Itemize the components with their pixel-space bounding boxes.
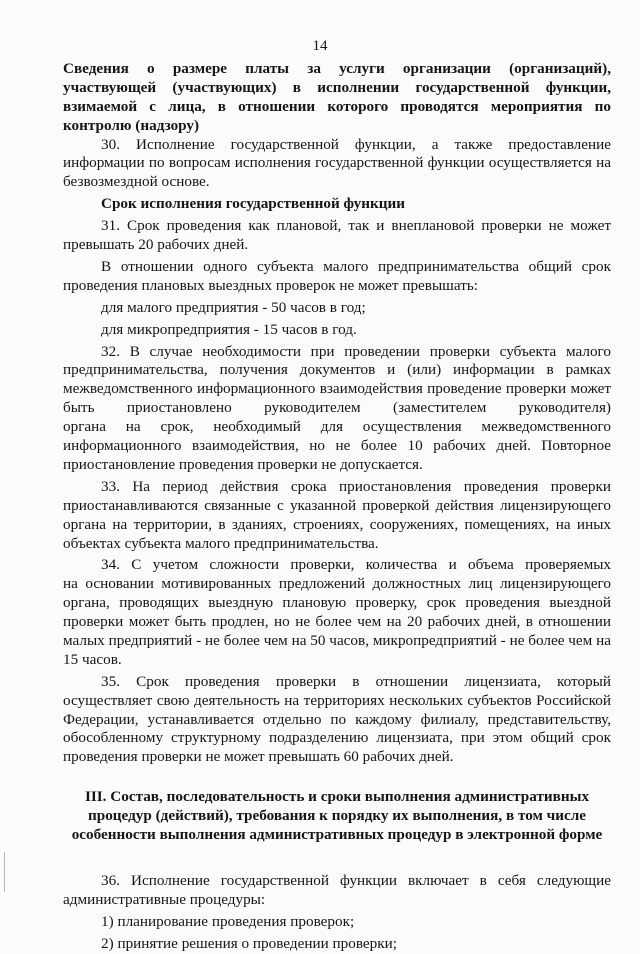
paragraph-line: органа, проводящих выездную плановую проверку, срок проведения выездной bbox=[63, 594, 611, 612]
paragraph-line: предпринимательства, получения документов и (или) информации в рамках bbox=[63, 361, 611, 379]
paragraph-line: административные процедуры: bbox=[63, 890, 266, 908]
paragraph-31 bbox=[63, 217, 611, 255]
paragraph-line: 30. Исполнение государственной функции, а также предоставление bbox=[101, 135, 611, 153]
small-enterprise-limit: для малого предприятия - 50 часов в год; bbox=[101, 298, 366, 316]
paragraph-line: проведения проверки не может превышать 60 рабочих дней. bbox=[63, 748, 454, 766]
fees-heading-line: контролю (надзору) bbox=[63, 116, 200, 134]
paragraph-line: информационного взаимодействия, но не более 10 рабочих дней. Повторное bbox=[63, 437, 611, 455]
paragraph-35 bbox=[63, 673, 611, 767]
paragraph-line: 32. В случае необходимости при проведении проверки субъекта малого bbox=[101, 342, 611, 360]
scan-edge-mark bbox=[4, 852, 5, 892]
paragraph-line: осуществляет свою деятельность на территориях нескольких субъектов Российской bbox=[63, 691, 611, 709]
paragraph-30 bbox=[63, 136, 611, 193]
paragraph-line: 34. С учетом сложности проверки, количества и объема проверяемых bbox=[101, 556, 611, 574]
paragraph-32 bbox=[63, 343, 611, 475]
paragraph-line: Федерации, устанавливается отдельно по каждому филиалу, представительству, bbox=[63, 710, 611, 728]
paragraph-line: безвозмездной основе. bbox=[63, 173, 210, 191]
paragraph-line: органа на срок, необходимый для осуществления межведомственного bbox=[63, 418, 611, 436]
paragraph-line: приостанавливаются связанные с указанной проверкой действия лицензирующего bbox=[63, 496, 611, 514]
procedure-item-2: 2) принятие решения о проведении проверки; bbox=[101, 934, 397, 952]
section-heading-line: процедур (действий), требования к порядку их выполнения, в том числе bbox=[88, 807, 586, 825]
paragraph-line: превышать 20 рабочих дней. bbox=[63, 236, 249, 254]
paragraph-33 bbox=[63, 478, 611, 554]
paragraph-line: 15 часов. bbox=[63, 650, 122, 668]
small-business-paragraph bbox=[63, 258, 611, 296]
fees-heading bbox=[63, 60, 611, 136]
paragraph-line: 35. Срок проведения проверки в отношении лицензиата, который bbox=[101, 672, 611, 690]
paragraph-line: обособленному структурному подразделению лицензиата, при этом общий срок bbox=[63, 729, 611, 747]
fees-heading-line: Сведения о размере платы за услуги организации (организаций), bbox=[63, 60, 611, 77]
paragraph-line: 36. Исполнение государственной функции включает в себя следующие bbox=[101, 871, 611, 889]
paragraph-line: информации по вопросам исполнения государственной функции осуществляется на bbox=[63, 154, 611, 172]
micro-enterprise-limit: для микропредприятия - 15 часов в год. bbox=[101, 320, 357, 338]
page-number: 14 bbox=[312, 38, 328, 54]
term-heading: Срок исполнения государственной функции bbox=[101, 195, 405, 213]
paragraph-line: проведения плановых выездных проверок не может превышать: bbox=[63, 276, 478, 294]
paragraph-line: 33. На период действия срока приостановления проведения проверки bbox=[101, 477, 611, 495]
paragraph-line: 31. Срок проведения как плановой, так и внеплановой проверки не может bbox=[101, 217, 611, 235]
paragraph-line: межведомственного информационного взаимодействия проведение проверки может bbox=[63, 380, 611, 398]
section-heading-line: особенности выполнения административных процедур в электронной форме bbox=[71, 826, 603, 844]
section-heading-line: III. Состав, последовательность и сроки выполнения административных bbox=[84, 788, 590, 806]
fees-heading-line: взимаемой с лица, в отношении которого проводятся мероприятия по bbox=[63, 97, 611, 115]
paragraph-line: В отношении одного субъекта малого предпринимательства общий срок bbox=[101, 257, 611, 275]
procedure-item-1: 1) планирование проведения проверок; bbox=[101, 912, 355, 930]
section-3-heading bbox=[63, 788, 611, 845]
paragraph-36 bbox=[63, 872, 611, 910]
paragraph-line: на основании мотивированных предложений должностных лиц лицензирующего bbox=[63, 575, 611, 593]
paragraph-line: объектах субъекта малого предпринимательства. bbox=[63, 534, 379, 552]
paragraph-line: малых предприятий - не более чем на 50 часов, микропредприятий - не более чем на bbox=[63, 631, 611, 649]
paragraph-34 bbox=[63, 556, 611, 669]
paragraph-line: органа на территории, в зданиях, строениях, сооружениях, помещениях, на иных bbox=[63, 515, 611, 533]
paragraph-line: приостановление проведения проверки не допускается. bbox=[63, 455, 423, 473]
paragraph-line: проверки может быть продлен, но не более чем на 20 рабочих дней, в отношении bbox=[63, 613, 611, 631]
page-content bbox=[63, 60, 611, 954]
paragraph-line: быть приостановлено руководителем (заместителем руководителя) bbox=[63, 399, 611, 417]
fees-heading-line: участвующей (участвующих) в исполнении государственной функции, bbox=[63, 78, 611, 96]
